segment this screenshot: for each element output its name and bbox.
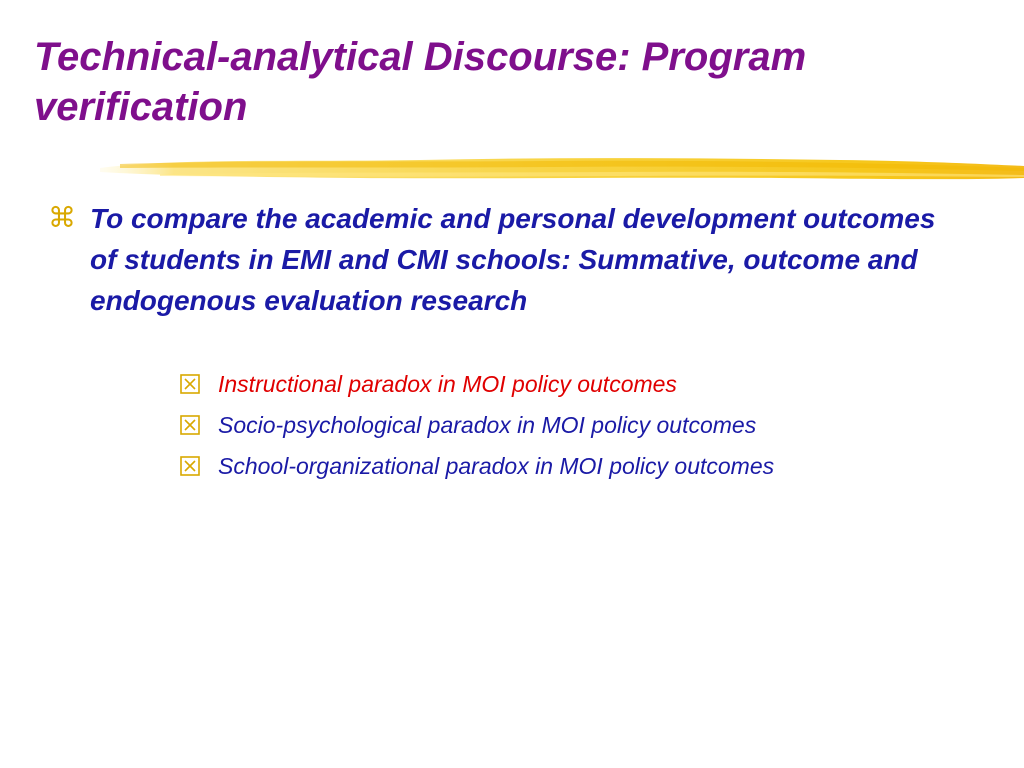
main-bullet-text: To compare the academic and personal development outcomes of students in EMI and CMI schools: Summative, outcome and endogenous evaluation research — [90, 203, 936, 316]
sub-bullet-text: Socio-psychological paradox in MOI policy outcomes — [218, 412, 757, 438]
checkbox-x-icon — [180, 374, 200, 394]
sub-bullet-text: School-organizational paradox in MOI policy outcomes — [218, 453, 775, 479]
checkbox-x-icon — [180, 456, 200, 476]
sub-bullet-text: Instructional paradox in MOI policy outcomes — [218, 371, 677, 397]
slide-title: Technical-analytical Discourse: Program verification — [34, 35, 807, 129]
sub-bullet-list — [180, 368, 980, 491]
checkbox-x-icon — [180, 415, 200, 435]
sub-bullet-item — [180, 409, 980, 450]
command-icon: ⌘ — [48, 202, 76, 233]
sub-bullet-item — [180, 368, 980, 409]
divider-brushstroke — [100, 148, 1024, 188]
sub-bullet-item — [180, 450, 980, 491]
